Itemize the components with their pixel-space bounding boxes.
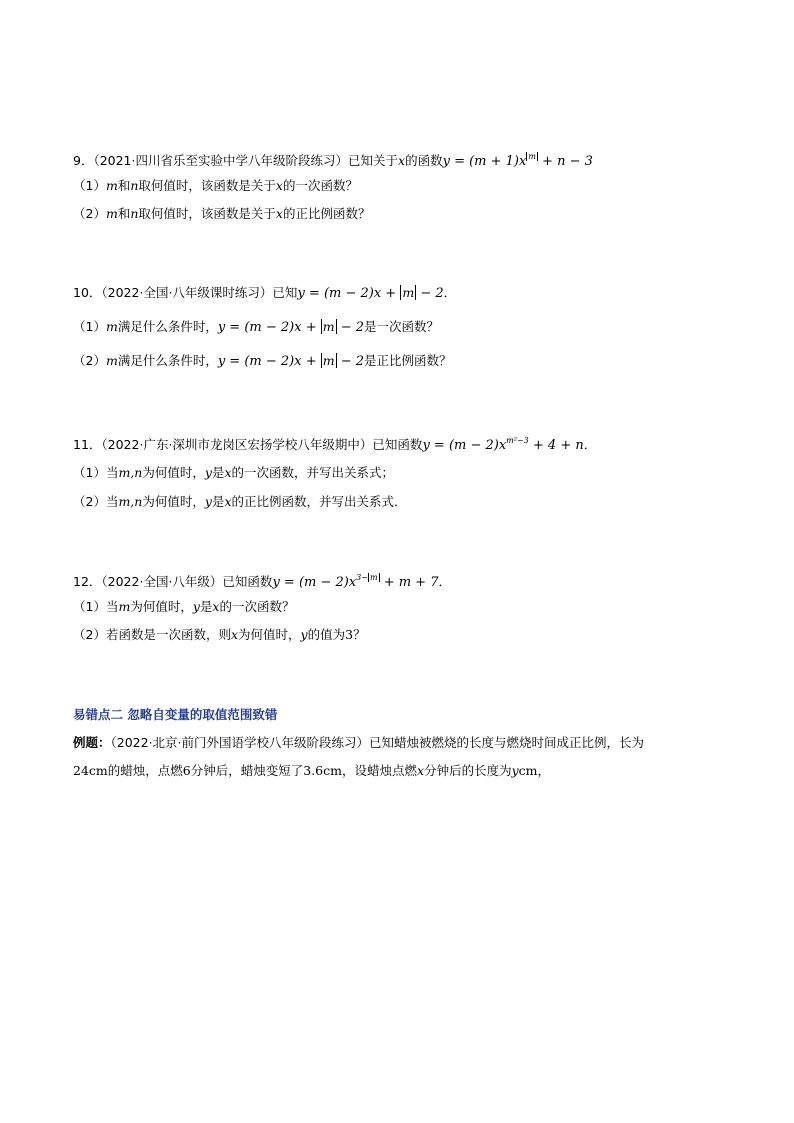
example-shortened: 3.6cm [303,763,342,778]
q10-part2-eq-abs: m [322,353,335,368]
q9-part2-var-n: n [130,206,139,221]
q10-part1-text2: 是一次函数？ [364,319,440,334]
q11-source: （2022·广东·深圳市龙岗区宏扬学校八年级期中） [101,437,373,452]
q10-equation-abs: m [402,285,415,300]
q11-part2-var-mn: m,n [118,494,143,509]
q10-part2-eq-a: y = (m − 2)x + [217,354,321,369]
q9-source: （2021·四川省乐至实验中学八年级阶段练习） [93,153,348,168]
example-unit-cm: cm [518,763,538,778]
q9-part1-var-n: n [130,178,139,193]
q11-part1-var-x: x [224,465,232,480]
q10-part1-text1: 满足什么条件时， [117,319,218,334]
q9-var-x: x [398,153,406,168]
q12-part2-text1: 为何值时， [238,627,301,642]
q12-number: 12． [73,574,102,589]
q11-stem [73,432,596,455]
q10-part2-var-m: m [105,353,118,368]
example-length: 24cm [73,763,108,778]
q10-stem-end: ． [443,285,457,300]
q11-part1-text2: 是 [211,465,225,480]
q12-stem-text: 已知函数 [222,574,273,589]
q12-part2-label: （2）若函数是一次函数，则 [73,627,231,642]
q12-part2-text2: 的值为 [307,627,346,642]
q9-number: 9． [73,153,94,168]
q10-equation-b: − 2 [416,286,444,301]
section-title: 易错点二 忽略自变量的取值范围致错 [73,707,278,722]
q10-part2 [73,352,452,371]
q11-number: 11． [73,437,102,452]
q9-part2-and: 和 [117,206,131,221]
q11-stem-end: ． [583,437,597,452]
q11-part2-var-y: y [204,494,212,509]
q10-stem-text: 已知 [272,285,298,300]
q9-part2-label: （2） [73,206,106,221]
q10-part1 [73,318,439,337]
q11-stem-text: 已知函数 [372,437,423,452]
q11-part1-text1: 为何值时， [142,465,205,480]
q10-part1-eq-a: y = (m − 2)x + [217,320,321,335]
q10-stem [73,284,456,303]
q11-equation-lhs: y = (m − 2)x [422,438,507,453]
example-line-2 [73,762,550,780]
q11-part1-var-y: y [204,465,212,480]
q10-part2-text1: 满足什么条件时， [117,353,218,368]
q12-part1-var-x: x [212,599,220,614]
q9-part2 [73,205,370,223]
example-text-1: （2022·北京·前门外国语学校八年级阶段练习）已知蜡烛被燃烧的长度与燃烧时间成正比例，长为 [110,735,645,750]
q9-stem [73,148,593,171]
q12-part1 [73,598,294,616]
example-text-f: ，设蜡烛点燃 [341,763,417,778]
q12-equation-exponent-pre: 3− [356,573,368,582]
q11-part1-label: （1）当 [73,465,119,480]
q9-equation-exponent: m [528,152,536,161]
q11-part2-text1: 为何值时， [142,494,205,509]
q12-stem-end: ． [438,574,451,589]
q9-part1-and: 和 [117,178,131,193]
q10-equation-a: y = (m − 2)x + [297,286,401,301]
q9-part1-label: （1） [73,178,106,193]
example-var-y: y [511,763,519,778]
example-line-1 [73,734,644,752]
q12-equation-lhs: y = (m − 2)x [272,575,357,590]
example-label: 例题： [73,735,111,750]
q11-part1-text3: 的一次函数，并写出关系式； [231,465,395,480]
q10-part1-eq-abs: m [322,319,335,334]
q11-part1-var-mn: m,n [118,465,143,480]
q11-part2-var-x: x [224,494,232,509]
q10-number: 10． [73,285,102,300]
example-minutes: 6 [182,763,191,778]
example-var-x: x [417,763,425,778]
q10-part2-text2: 是正比例函数？ [364,353,452,368]
example-text-h: ， [537,763,551,778]
q12-part2 [73,626,366,644]
example-text-g: 分钟后的长度为 [424,763,512,778]
q9-equation-lhs: y = (m + 1)x [442,154,527,169]
q11-part2-text3: 的正比例函数，并写出关系式． [231,494,407,509]
q9-part1 [73,177,358,195]
q9-stem-text-2: 的函数 [405,153,443,168]
q10-part1-eq-b: − 2 [336,320,365,335]
q12-part1-var-m: m [118,599,131,614]
q12-part2-var-y: y [300,627,308,642]
q9-part1-text2: 的一次函数？ [282,178,358,193]
q10-part2-label: （2） [73,353,106,368]
q12-part2-value: 3 [345,627,354,642]
q9-stem-text: 已知关于 [348,153,399,168]
q12-part1-text1: 为何值时， [130,599,193,614]
q9-part2-var-x: x [275,206,283,221]
example-text-d: 分钟后，蜡烛变短了 [190,763,304,778]
q12-part1-text3: 的一次函数？ [219,599,295,614]
q9-part1-var-m: m [105,178,118,193]
q11-equation-exponent: m²−3 [506,436,529,445]
q11-part2 [73,493,407,511]
q10-part1-label: （1） [73,319,106,334]
q12-part1-text2: 是 [199,599,213,614]
q10-source: （2022·全国·八年级课时练习） [101,285,273,300]
q11-equation-rhs: + 4 + n [528,438,584,453]
q12-stem [73,569,451,592]
q12-part1-var-y: y [192,599,200,614]
q11-part2-label: （2）当 [73,494,119,509]
q12-source: （2022·全国·八年级） [101,574,223,589]
q12-part1-label: （1）当 [73,599,119,614]
q12-part2-text3: ？ [353,627,366,642]
q11-part1 [73,464,394,482]
q12-part2-var-x: x [230,627,239,642]
q9-part2-var-m: m [105,206,118,221]
q11-part2-text2: 是 [211,494,225,509]
q9-part1-text1: 取何值时，该函数是关于 [138,178,276,193]
q9-equation-rhs: + n − 3 [537,154,593,169]
q10-part1-var-m: m [105,319,118,334]
q9-part2-text1: 取何值时，该函数是关于 [138,206,276,221]
q10-part2-eq-b: − 2 [336,354,365,369]
q12-equation-rhs: + m + 7 [379,575,439,590]
q12-equation-exponent-abs: m [369,573,378,582]
q9-part1-var-x: x [275,178,283,193]
example-text-b: 的蜡烛，点燃 [107,763,183,778]
q9-part2-text2: 的正比例函数？ [282,206,371,221]
